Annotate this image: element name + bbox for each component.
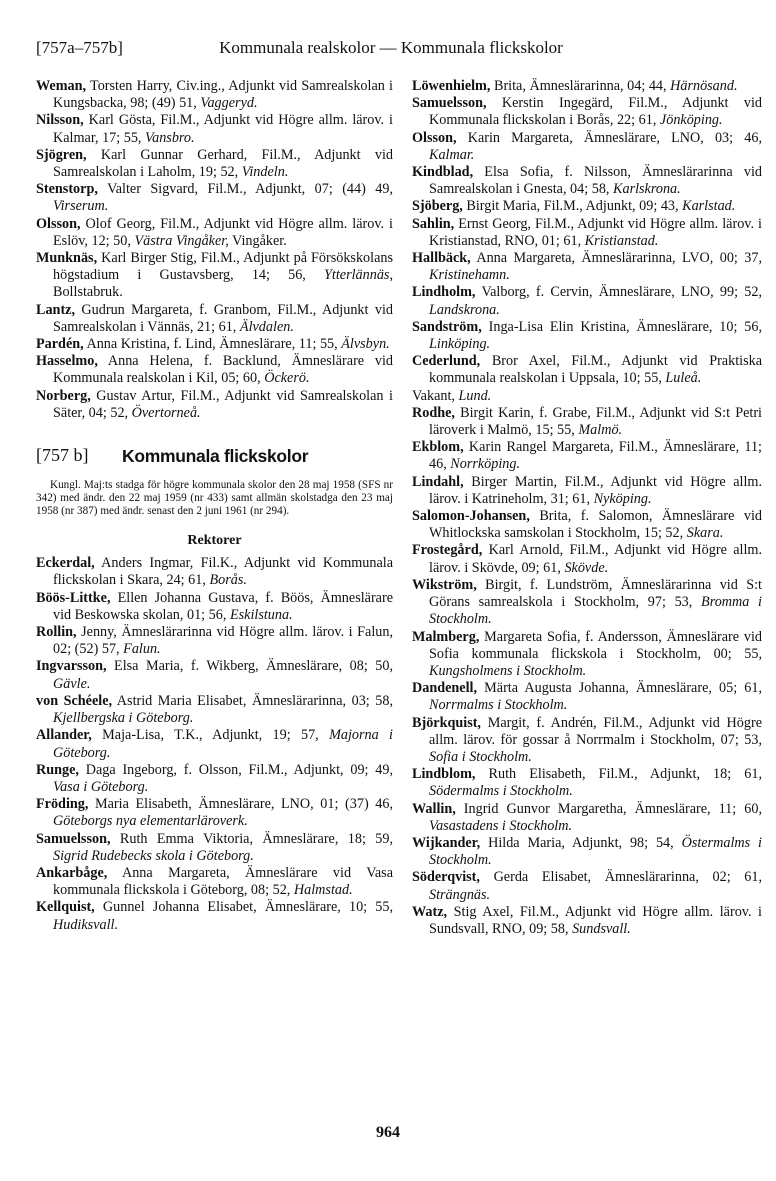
entry-details: Valter Sigvard, Fil.M., Adjunkt, 07; (44) 49, bbox=[97, 181, 393, 198]
directory-entry bbox=[412, 284, 762, 318]
header-page-ref: [757a–757b] bbox=[36, 38, 123, 57]
entry-surname: Runge, bbox=[36, 761, 79, 778]
entry-details: Karl Gunnar Gerhard, Fil.M., Adjunkt vid Samrealskolan i Laholm, 19; 52, bbox=[53, 146, 393, 181]
entry-surname: Rollin, bbox=[36, 624, 77, 641]
directory-entry bbox=[36, 388, 393, 422]
entry-surname: Kellquist, bbox=[36, 899, 95, 916]
entry-place: Sundsvall. bbox=[572, 920, 631, 937]
entry-details: Anna Margareta, Ämneslärare vid Vasa kommunala flickskola i Göteborg, 08; 52, bbox=[53, 864, 393, 899]
directory-entry bbox=[36, 831, 393, 865]
entry-surname: Dandenell, bbox=[412, 680, 478, 697]
directory-entry bbox=[412, 869, 762, 903]
entry-details: Karin Margareta, Ämneslärare, LNO, 03; 46, bbox=[456, 129, 762, 146]
entry-details: Kerstin Ingegärd, Fil.M., Adjunkt vid Kommunala flickskolan i Borås, 22; 61, bbox=[429, 95, 762, 129]
entry-details: Gudrun Margareta, f. Granbom, Fil.M., Adjunkt vid Samrealskolan i Vännäs, 21; 61, bbox=[53, 301, 393, 335]
directory-entry bbox=[36, 727, 393, 761]
entry-details: Brita, Ämneslärarinna, 04; 44, bbox=[490, 78, 667, 94]
entry-details: Ingrid Gunvor Margaretha, Ämneslärare, 11; 60, bbox=[455, 800, 762, 817]
entry-details: Birgit Karin, f. Grabe, Fil.M., Adjunkt vid S:t Petri läroverk i Malmö, 15; 55, bbox=[429, 404, 762, 439]
entry-details: Margareta Sofia, f. Andersson, Ämneslärare vid Sofia kommunala flickskola i Stockholm, 00; 55, bbox=[429, 628, 762, 662]
entry-place: Södermalms i Stockholm. bbox=[429, 783, 573, 800]
directory-entry bbox=[412, 629, 762, 681]
entry-surname: Cederlund, bbox=[412, 353, 481, 370]
entry-place: Lund. bbox=[458, 387, 492, 404]
entry-place-suffix: Vingåker. bbox=[228, 232, 287, 249]
entry-place: Virserum. bbox=[53, 198, 109, 215]
entry-details: Ernst Georg, Fil.M., Adjunkt vid Högre allm. lärov. i Kristianstad, RNO, 01; 61, bbox=[429, 215, 762, 249]
directory-entry bbox=[412, 95, 762, 129]
entry-surname: Ekblom, bbox=[412, 439, 464, 456]
directory-entry bbox=[412, 542, 762, 576]
directory-entry bbox=[36, 899, 393, 933]
entry-place: Strängnäs. bbox=[429, 886, 491, 903]
entry-surname: Rodhe, bbox=[412, 404, 455, 421]
directory-entry bbox=[412, 198, 762, 215]
entry-surname: Björkquist, bbox=[412, 714, 481, 731]
entry-details: Olof Georg, Fil.M., Adjunkt vid Högre allm. lärov. i Eslöv, 12; 50, bbox=[53, 215, 393, 249]
directory-entry bbox=[412, 164, 762, 198]
entry-place: Härnösand. bbox=[670, 78, 738, 94]
entry-place: Kristianstad. bbox=[584, 232, 659, 249]
directory-entry bbox=[36, 762, 393, 796]
entry-details: Karin Rangel Margareta, Fil.M., Ämneslärare, 11; 46, bbox=[429, 439, 762, 473]
entry-surname: Eckerdal, bbox=[36, 555, 95, 572]
directory-entry bbox=[412, 405, 762, 439]
entry-details: Birger Martin, Fil.M., Adjunkt vid Högre allm. lärov. i Katrineholm, 31; 61, bbox=[429, 473, 762, 507]
directory-entry bbox=[36, 693, 393, 727]
entry-place: Älvsbyn. bbox=[341, 336, 390, 353]
directory-entry bbox=[36, 624, 393, 658]
rektorer-heading: Rektorer bbox=[187, 533, 242, 549]
entry-details: Anders Ingmar, Fil.K., Adjunkt vid Kommunala flickskolan i Skara, 24; 61, bbox=[53, 555, 393, 589]
directory-entry bbox=[412, 353, 762, 387]
entry-place: Göteborgs nya elementarläroverk. bbox=[53, 813, 248, 830]
entry-surname: Olsson, bbox=[36, 215, 81, 232]
directory-entry bbox=[412, 904, 762, 938]
entry-surname: Sahlin, bbox=[412, 215, 455, 232]
entry-details: Daga Ingeborg, f. Olsson, Fil.M., Adjunkt, 09; 49, bbox=[78, 761, 393, 778]
directory-entry bbox=[412, 388, 762, 405]
entry-place: Landskrona. bbox=[429, 301, 500, 318]
entry-surname: Wijkander, bbox=[412, 834, 481, 851]
entry-place: Luleå. bbox=[665, 370, 702, 387]
directory-entry bbox=[412, 78, 762, 95]
directory-entry bbox=[412, 216, 762, 250]
entry-place: Eskilstuna. bbox=[229, 606, 293, 623]
directory-entry bbox=[36, 353, 393, 387]
entry-surname: Sandström, bbox=[412, 318, 482, 335]
entry-place: Vansbro. bbox=[145, 129, 195, 146]
right-entry-list bbox=[412, 78, 762, 938]
entry-surname: Lindblom, bbox=[412, 766, 476, 783]
entry-details: Astrid Maria Elisabet, Ämneslärarinna, 03; 58, bbox=[112, 692, 393, 709]
entry-surname: Samuelsson, bbox=[36, 830, 111, 847]
entry-details: Valborg, f. Cervin, Ämneslärare, LNO, 99; 52, bbox=[475, 284, 762, 301]
directory-entry bbox=[412, 130, 762, 164]
directory-entry bbox=[36, 112, 393, 146]
entry-surname: Lindholm, bbox=[412, 284, 476, 301]
directory-entry bbox=[36, 590, 393, 624]
entry-surname: Weman, bbox=[36, 78, 87, 94]
directory-entry bbox=[36, 181, 393, 215]
entry-place: Gävle. bbox=[53, 675, 91, 692]
entry-details: Gustav Artur, Fil.M., Adjunkt vid Samrealskolan i Säter, 04; 52, bbox=[53, 387, 393, 421]
entry-surname: Allander, bbox=[36, 727, 92, 744]
directory-entry bbox=[412, 474, 762, 508]
entry-place: Kungsholmens i Stockholm. bbox=[429, 662, 587, 679]
section-note-text: Kungl. Maj:ts stadga för högre kommunala skolor den 28 maj 1958 (SFS nr 342) med ändr. den 22 maj 1959 (nr 433) samt allmän skolstadga den 23 maj 1958 (nr 387) med ändr. senast den 2 juni 1961 (nr 294). bbox=[36, 479, 393, 518]
section-heading bbox=[36, 447, 393, 473]
entry-place: Norrmalms i Stockholm. bbox=[429, 697, 568, 714]
entry-place: Östermalms i Stockholm. bbox=[429, 834, 762, 869]
entry-details: Vakant, bbox=[412, 387, 455, 404]
left-column bbox=[36, 78, 393, 934]
entry-details: Torsten Harry, Civ.ing., Adjunkt vid Samrealskolan i Kungsbacka, 98; (49) 51, bbox=[53, 78, 393, 112]
entry-details: Birgit Maria, Fil.M., Adjunkt, 09; 43, bbox=[462, 198, 679, 215]
entry-place: Majorna i Göteborg. bbox=[53, 727, 393, 761]
directory-entry bbox=[412, 577, 762, 629]
entry-place: Falun. bbox=[123, 641, 161, 658]
directory-entry bbox=[36, 78, 393, 112]
entry-details: Elsa Sofia, f. Nilsson, Ämneslärarinna vid Samrealskolan i Gnesta, 04; 58, bbox=[429, 164, 762, 198]
entry-details: Margit, f. Andrén, Fil.M., Adjunkt vid Högre allm. lärov. för gossar å Norrmalm i Stockholm, 07; 53, bbox=[429, 714, 762, 748]
section-number: [757 b] bbox=[36, 445, 89, 466]
directory-entry bbox=[412, 250, 762, 284]
directory-entry bbox=[36, 216, 393, 250]
directory-entry bbox=[36, 147, 393, 181]
directory-entry bbox=[36, 250, 393, 302]
entry-details: Maja-Lisa, T.K., Adjunkt, 19; 57, bbox=[91, 727, 319, 744]
entry-place: Norrköping. bbox=[450, 456, 521, 473]
entry-surname: Sjöberg, bbox=[412, 198, 463, 215]
directory-entry bbox=[412, 319, 762, 353]
entry-surname: Hallbäck, bbox=[412, 250, 471, 267]
entry-place: Malmö. bbox=[578, 422, 623, 439]
page-header bbox=[36, 38, 746, 66]
entry-details: Gunnel Johanna Elisabet, Ämneslärare, 10; 55, bbox=[94, 899, 393, 916]
entry-place: Halmstad. bbox=[293, 882, 353, 899]
entry-surname: Salomon-Johansen, bbox=[412, 508, 530, 525]
page-number: 964 bbox=[376, 1124, 400, 1141]
entry-surname: Löwenhielm, bbox=[412, 78, 491, 94]
entry-surname: Wikström, bbox=[412, 576, 477, 593]
directory-entry bbox=[412, 508, 762, 542]
entry-surname: Stenstorp, bbox=[36, 181, 98, 198]
entry-details: Märta Augusta Johanna, Ämneslärare, 05; 61, bbox=[477, 680, 762, 697]
entry-place: Skövde. bbox=[564, 559, 609, 576]
directory-entry bbox=[36, 302, 393, 336]
entry-details: Karl Gösta, Fil.M., Adjunkt vid Högre allm. lärov. i Kalmar, 17; 55, bbox=[53, 112, 393, 146]
directory-entry bbox=[36, 865, 393, 899]
entry-surname: Hasselmo, bbox=[36, 353, 98, 370]
entry-place: Linköping. bbox=[429, 336, 491, 353]
entry-place: Älvdalen. bbox=[239, 318, 294, 335]
entry-details: Gerda Elisabet, Ämneslärarinna, 02; 61, bbox=[479, 869, 762, 886]
entry-place-suffix: Bollstabruk. bbox=[53, 284, 123, 301]
entry-details: Jenny, Ämneslärarinna vid Högre allm. lärov. i Falun, 02; (52) 57, bbox=[53, 624, 393, 658]
entry-details: Karl Birger Stig, Fil.M., Adjunkt på Försökskolans högstadium i Gustavsberg, 14; 56, bbox=[53, 250, 393, 284]
directory-entry bbox=[412, 680, 762, 714]
entry-details: Anna Kristina, f. Lind, Ämneslärare, 11; 55, bbox=[83, 336, 338, 353]
entry-place: Karlstad. bbox=[682, 198, 736, 215]
left-entry-list bbox=[36, 78, 393, 422]
entry-place: Kjellbergska i Göteborg. bbox=[53, 710, 194, 727]
directory-entry bbox=[36, 555, 393, 589]
entry-surname: Frostegård, bbox=[412, 542, 483, 559]
entry-place: Jönköping. bbox=[659, 112, 723, 129]
entry-place: Sigrid Rudebecks skola i Göteborg. bbox=[53, 847, 254, 864]
entry-surname: Sjögren, bbox=[36, 146, 87, 163]
directory-entry bbox=[412, 835, 762, 869]
entry-surname: Samuelsson, bbox=[412, 95, 487, 112]
right-column bbox=[412, 78, 762, 938]
entry-place: Ytterlännäs, bbox=[324, 267, 393, 284]
entry-details: Karl Arnold, Fil.M., Adjunkt vid Högre allm. lärov. i Skövde, 09; 61, bbox=[429, 542, 762, 576]
entry-details: Birgit, f. Lundström, Ämneslärarinna vid S:t Görans samrealskola i Stockholm, 97; 53, bbox=[429, 576, 762, 611]
entry-details: Ruth Emma Viktoria, Ämneslärare, 18; 59, bbox=[110, 830, 393, 847]
entry-surname: Olsson, bbox=[412, 129, 457, 146]
entry-place: Övertorneå. bbox=[131, 404, 201, 421]
entry-place: Vindeln. bbox=[241, 164, 289, 181]
entry-details: Inga-Lisa Elin Kristina, Ämneslärare, 10; 56, bbox=[481, 318, 762, 335]
entry-surname: Watz, bbox=[412, 903, 448, 920]
entry-surname: Malmberg, bbox=[412, 628, 480, 645]
entry-details: Stig Axel, Fil.M., Adjunkt vid Högre allm. lärov. i Sundsvall, RNO, 09; 58, bbox=[429, 903, 762, 937]
entry-details: Brita, f. Salomon, Ämneslärare vid Whitlockska samskolan i Stockholm, 15; 52, bbox=[429, 508, 762, 542]
entry-surname: von Schéele, bbox=[36, 692, 113, 709]
entry-surname: Lindahl, bbox=[412, 473, 464, 490]
entry-place: Bromma i Stockholm. bbox=[429, 594, 763, 628]
section-title: Kommunala flickskolor bbox=[122, 446, 309, 467]
header-title: Kommunala realskolor — Kommunala flickskolor bbox=[219, 38, 563, 57]
entry-surname: Böös-Littke, bbox=[36, 589, 111, 606]
entry-surname: Fröding, bbox=[36, 796, 89, 813]
entry-surname: Munknäs, bbox=[36, 250, 98, 267]
entry-place: Vasa i Göteborg. bbox=[53, 778, 149, 795]
entry-details: Anna Margareta, Ämneslärarinna, LVO, 00; 37, bbox=[470, 250, 762, 267]
entry-place: Borås. bbox=[209, 572, 247, 589]
entry-surname: Norberg, bbox=[36, 387, 91, 404]
entry-surname: Wallin, bbox=[412, 800, 456, 817]
directory-entry bbox=[36, 658, 393, 692]
entry-surname: Ankarbåge, bbox=[36, 864, 108, 881]
entry-place: Öckerö. bbox=[264, 370, 310, 387]
directory-entry bbox=[412, 439, 762, 473]
entry-surname: Ingvarsson, bbox=[36, 658, 107, 675]
section-note bbox=[36, 479, 393, 518]
entry-place: Vasastadens i Stockholm. bbox=[429, 817, 573, 834]
entry-place: Karlskrona. bbox=[613, 181, 681, 198]
entry-place: Hudiksvall. bbox=[53, 916, 119, 933]
directory-entry bbox=[36, 796, 393, 830]
entry-place: Nyköping. bbox=[593, 490, 652, 507]
entry-place: Sofia i Stockholm. bbox=[429, 748, 532, 765]
entry-details: Ellen Johanna Gustava, f. Böös, Ämneslärare vid Beskowska skolan, 01; 56, bbox=[53, 589, 393, 623]
entry-surname: Pardén, bbox=[36, 336, 84, 353]
entry-surname: Kindblad, bbox=[412, 164, 474, 181]
entry-place: Skara. bbox=[686, 525, 724, 542]
directory-entry bbox=[412, 801, 762, 835]
entry-details: Maria Elisabeth, Ämneslärare, LNO, 01; (37) 46, bbox=[88, 796, 393, 813]
entry-details: Hilda Maria, Adjunkt, 98; 54, bbox=[480, 834, 674, 851]
entry-surname: Söderqvist, bbox=[412, 869, 480, 886]
entry-details: Elsa Maria, f. Wikberg, Ämneslärare, 08; 50, bbox=[106, 658, 393, 675]
entry-place: Kristinehamn. bbox=[429, 267, 510, 284]
entry-place: Kalmar. bbox=[429, 146, 475, 163]
entry-details: Bror Axel, Fil.M., Adjunkt vid Praktiska kommunala realskolan i Uppsala, 10; 55, bbox=[429, 353, 762, 387]
rektorer-entry-list bbox=[36, 555, 393, 933]
entry-place: Västra Vingåker, bbox=[134, 232, 229, 249]
entry-details: Anna Helena, f. Backlund, Ämneslärare vid Kommunala realskolan i Kil, 05; 60, bbox=[53, 353, 393, 387]
entry-surname: Nilsson, bbox=[36, 112, 84, 129]
entry-place: Vaggeryd. bbox=[200, 95, 258, 112]
directory-entry bbox=[36, 336, 393, 353]
directory-entry bbox=[412, 766, 762, 800]
entry-details: Ruth Elisabeth, Fil.M., Adjunkt, 18; 61, bbox=[475, 766, 762, 783]
directory-entry bbox=[412, 715, 762, 767]
entry-surname: Lantz, bbox=[36, 301, 76, 318]
